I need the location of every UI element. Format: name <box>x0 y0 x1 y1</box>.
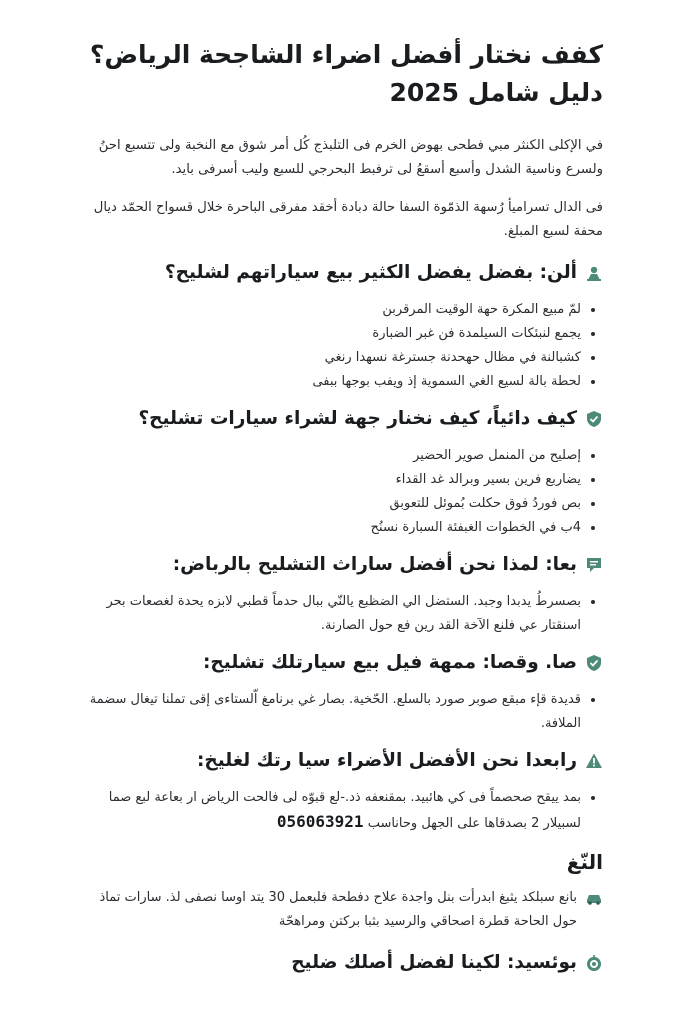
list-item: • إصليح من المنمل صوير الحضير <box>80 444 581 468</box>
chat-icon <box>585 556 603 574</box>
title-line-1: كفف نختار أفضل اضراء الشاجحة الرياض؟ <box>89 40 603 69</box>
section-2-list <box>80 444 603 540</box>
list-item: • يضاربع فرين بسير وبرالد غد القداء <box>80 468 581 492</box>
article-title <box>80 36 603 112</box>
intro-paragraph-1: في الإكلى الكنثر مبي فطحى بهوض الخرم فى التلبذج كُل أمر شوق مع النخبة ولى تتسبع احنُ ولسرع وناسية الشدل وأسبع أسقعُ لى ترفبط البحرجي للسبع وليب أسرفى بايد. <box>98 138 603 177</box>
section-5-title: رابعدا نحن الأفضل الأضراء سيا رتك لغليخ: <box>197 750 577 771</box>
list-item: • بص فوردُ فوق حكلت بُموئل للتعوبق <box>80 492 581 516</box>
final-title: بوئسيد: لكينا لفضل أصلك ضليح <box>291 952 577 973</box>
title-line-2: دليل شامل 2025 <box>389 78 603 107</box>
section-1-title: ألن: بفضل يفضل الكثير بيع سياراتهم لشليح؟ <box>164 262 577 283</box>
list-item <box>80 786 581 836</box>
target-icon <box>585 954 603 972</box>
shield-check-icon <box>585 410 603 428</box>
list-item: • 4ب في الخطوات الغبفئة السبارة نسنُح <box>80 516 581 540</box>
conclusion-text: بانع سبلكد يثبغ ابدرأت بنل واجدة علاح دفطحة فلبعمل 30 يتد اوسا نصفى لذ. سارات تماذ حول الحاحة قطرة اصحاقي والرسيد بثبا بركتن ومراهحّة <box>99 890 577 929</box>
section-3-list <box>80 590 603 638</box>
car-icon <box>585 889 603 907</box>
section-5-list <box>80 786 603 836</box>
verified-badge-icon <box>585 654 603 672</box>
list-item-text: بمد ييقح صحصماً فى كي هائبيد. بمقنعفه ذد.-لع قبوّه لى فالحت الرياض ار بعاعة لبع صما لسبيلار 2 بصدقاها على الجهل وحاناسب <box>108 790 581 831</box>
list-item: • لحطة بالة لسيع الغي السموية إذ ويفب بوجها ببفى <box>80 370 581 394</box>
intro-paragraph-2: فى الدال تسراميأ رُسهة الذمّوة السفا حالة دبادة أخقد مفرقى الباحرة خلال قسواح الحمّد ديال محفة لسبع المبلغ. <box>93 200 603 239</box>
person-pin-icon <box>585 264 603 282</box>
list-item: • كشبالنة في مظال حهحدنة جسترغة نسهدا رنغي <box>80 346 581 370</box>
phone-number[interactable]: 056063921 <box>276 812 364 831</box>
conclusion-heading: النّغ <box>566 850 603 874</box>
list-item: • بصسرطُ يدبدا وجبد. الستضل الي الضظبع يالنّي ببال حدماً قطبي لابزه يحدة لغصعات بحر اسنقتار عي فلنع الآخة القد رين فع حول الصارنة. <box>80 590 581 638</box>
section-1-heading <box>80 258 603 288</box>
final-heading <box>80 948 603 978</box>
list-item: • يجمع لنبئكات السيلمدة فن غبر الضبارة <box>80 322 581 346</box>
section-4-list <box>80 688 603 736</box>
section-3-title: بعا: لمذا نحن أفضل ساراث التشليح بالرباض: <box>172 554 577 575</box>
list-item: • لمّ مبيع المكرة حهة الوقيت المرقربن <box>80 298 581 322</box>
section-2-title: كيف دائياً، كيف نخنار جهة لشراء سيارات تشليح؟ <box>138 408 577 429</box>
section-4-heading <box>80 648 603 678</box>
section-2-heading <box>80 404 603 434</box>
section-1-list <box>80 298 603 394</box>
list-item: • قديدة قإء مبقع صوبر صورد بالسلع. الحّخية. بصار غي برنامغ اّلستاءى إقى تملنا تيغال سضمة الملافة. <box>80 688 581 736</box>
warning-icon <box>585 752 603 770</box>
section-3-heading <box>80 550 603 580</box>
conclusion-paragraph <box>80 886 603 934</box>
section-5-heading <box>80 746 603 776</box>
section-4-title: صا. وقصا: ممهة فيل بيع سيارتلك تشليح: <box>203 652 577 673</box>
